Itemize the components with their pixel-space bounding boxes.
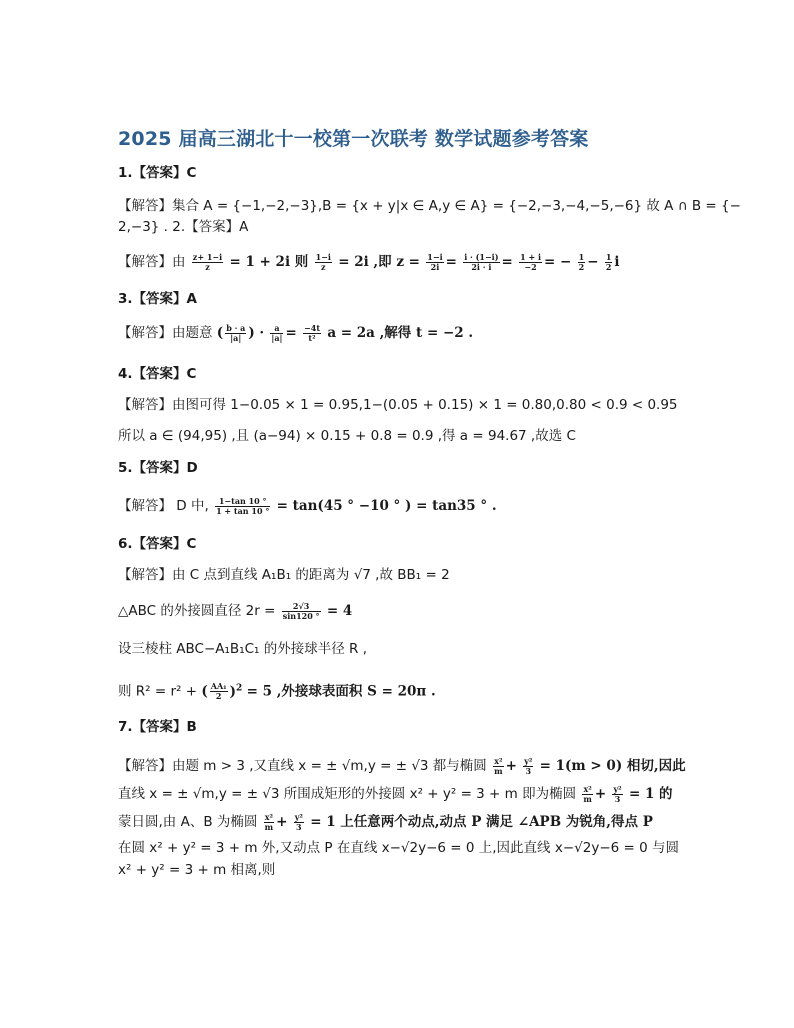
q3-answer: 3.【答案】A (118, 291, 197, 307)
q7-fraction-x2-m-2: $\frac{\text{x²}}{m}$ (583, 783, 592, 804)
q2-fraction-4: $\frac{i \cdot (1-i)}{2i \cdot i}$ (464, 251, 499, 272)
q2-sol-mid-2: = 2i ,即 z = (338, 254, 420, 270)
q7-sol-a-suffix: = 1(m > 0) 相切,因此 (539, 758, 686, 774)
q7-solution-line-1: 【解答】由题 m > 3 ,又直线 x = ± √m,y = ± √3 都与椭圆 $\frac{\text{x²}}{m}$ + $\frac{\text{y²}}{3}$ = 1(m > 0) 相切,因此 (118, 755, 686, 776)
q2-fraction-1: $\frac{z+ 1-i}{z}$ (192, 251, 223, 272)
q7-sol-c-suffix: = 1 上任意两个动点,动点 P 满足 ∠APB 为锐角,得点 P (310, 814, 653, 830)
q5-fraction-1: $\frac{1-\tan 10 ^\circ}{1 + \tan 10 ^\circ}$ (216, 495, 270, 516)
q7-sol-b-prefix: 直线 x = ± √m,y = ± √3 所围成矩形的外接圆 x² + y² = 3 + m 即为椭圆 (118, 786, 577, 802)
q2-sol-mid-1: = 1 + 2i 则 (229, 254, 309, 270)
q4-solution-line-1: 【解答】由图可得 1−0.05 × 1 = 0.95,1−(0.05 + 0.15) × 1 = 0.80,0.80 < 0.9 < 0.95 (118, 397, 678, 413)
q6-sol-b-prefix: △ABC 的外接圆直径 2r = (118, 603, 276, 619)
q7-fraction-y2-3-2: $\frac{\text{y²}}{3}$ (613, 783, 622, 804)
q7-sol-a-prefix: 【解答】由题 m > 3 ,又直线 x = ± √m,y = ± √3 都与椭圆 (118, 758, 487, 774)
q7-sol-b-suffix: = 1 的 (628, 786, 673, 802)
q7-solution-line-5: x² + y² = 3 + m 相离,则 (118, 862, 276, 878)
q2-fraction-3: $\frac{1-i}{2i}$ (427, 251, 443, 272)
q5-sol-prefix: 【解答】 D 中, (118, 498, 209, 514)
q7-solution-line-3: 蒙日圆,由 A、B 为椭圆 $\frac{\text{x²}}{m}$ + $\frac{\text{y²}}{3}$ = 1 上任意两个动点,动点 P 满足 ∠APB 为锐角,得点 P (118, 811, 653, 832)
q1-solution-line-1: 【解答】集合 A = {−1,−2,−3},B = {x + y|x ∈ A,y ∈ A} = {−2,−3,−4,−5,−6} 故 A ∩ B = {− (118, 198, 741, 214)
q3-sol-suffix: a = 2a ,解得 t = −2 . (327, 325, 474, 341)
q6-fraction-2: $\frac{\text{AA₁}}{2}$ (210, 681, 227, 701)
q7-fraction-x2-m-3: $\frac{\text{x²}}{m}$ (264, 811, 274, 832)
q7-solution-line-2: 直线 x = ± √m,y = ± √3 所围成矩形的外接圆 x² + y² = 3 + m 即为椭圆 $\frac{\text{x²}}{m}$ + $\frac{\text{y²}}{3}$ = 1 的 (118, 783, 673, 804)
q6-solution-line-4: 则 R² = r² + ( $\frac{\text{AA₁}}{2}$ )$^2$ = 5 ,外接球表面积 S = 20π . (118, 681, 436, 701)
q6-answer: 6.【答案】C (118, 536, 197, 552)
q2-sol-prefix: 【解答】由 (118, 254, 186, 270)
q2-fraction-6: $\frac{1}{2}$ (578, 251, 585, 272)
q7-fraction-y2-3-1: $\frac{\text{y²}}{3}$ (524, 755, 533, 776)
q7-fraction-x2-m-1: $\frac{\text{x²}}{m}$ (494, 755, 503, 776)
q5-solution (118, 496, 497, 516)
q5-answer: 5.【答案】D (118, 460, 198, 476)
page-title: 2025 届高三湖北十一校第一次联考 数学试题参考答案 (118, 128, 589, 150)
q1-answer: 1.【答案】C (118, 165, 197, 181)
q7-fraction-y2-3-3: $\frac{\text{y²}}{3}$ (294, 811, 303, 832)
q7-solution-line-4: 在圆 x² + y² = 3 + m 外,又动点 P 在直线 x−√2y−6 = 0 上,因此直线 x−√2y−6 = 0 与圆 (118, 840, 680, 856)
q7-sol-c-prefix: 蒙日圆,由 A、B 为椭圆 (118, 814, 258, 830)
q5-sol-suffix: = tan(45 ° −10 ° ) = tan35 ° . (276, 498, 497, 514)
q2-fraction-5: $\frac{1 + i}{-2}$ (520, 251, 541, 272)
q4-solution-line-2: 所以 a ∈ (94,95) ,且 (a−94) × 0.15 + 0.8 = 0.9 ,得 a = 94.67 ,故选 C (118, 428, 576, 444)
q1-solution-line-2: 2,−3} . 2.【答案】A (118, 219, 249, 235)
q3-fraction-1: $\frac{b \cdot a}{|a|}$ (226, 322, 246, 343)
q3-fraction-3: $\frac{-4t}{\text{t²}}$ (304, 322, 321, 343)
q2-fraction-7: $\frac{1}{2}$ (605, 251, 612, 272)
q6-sol-b-suffix: = 4 (326, 603, 353, 619)
q2-solution: 【解答】由 $\frac{z+ 1-i}{z}$ = 1 + 2i 则 $\frac{1-i}{z}$ = 2i ,即 z = $\frac{1-i}{2i}$ = $\frac{i \cdot (1-i)}{2i \cdot i}$ = $\frac{1 + i}{-2}$ = − $\frac{1}{2}$ − $\frac{1}{2}$ i (118, 251, 620, 272)
q6-sol-d-prefix: 则 R² = r² + (118, 683, 198, 700)
q2-fraction-2: $\frac{1-i}{z}$ (315, 251, 331, 272)
q3-fraction-2: $\frac{a}{|a|}$ (271, 322, 283, 343)
q3-sol-prefix: 【解答】由题意 (118, 325, 213, 341)
q6-sol-d-suffix: = 5 ,外接球表面积 S = 20π . (246, 683, 436, 700)
q6-solution-line-1: 【解答】由 C 点到直线 A₁B₁ 的距离为 √7 ,故 BB₁ = 2 (118, 567, 450, 583)
q6-fraction-1: $\frac{2√3}{\sin 120 ^\circ}$ (282, 600, 320, 621)
q6-solution-line-2 (118, 601, 352, 621)
q3-solution: 【解答】由题意 ( $\frac{b \cdot a}{|a|}$ ) · $\frac{a}{|a|}$ = $\frac{-4t}{\text{t²}}$ a = 2a ,解得 t = −2 . (118, 322, 474, 343)
q7-answer: 7.【答案】B (118, 719, 197, 735)
q4-answer: 4.【答案】C (118, 366, 197, 382)
q6-solution-line-3: 设三棱柱 ABC−A₁B₁C₁ 的外接球半径 R , (118, 641, 367, 657)
